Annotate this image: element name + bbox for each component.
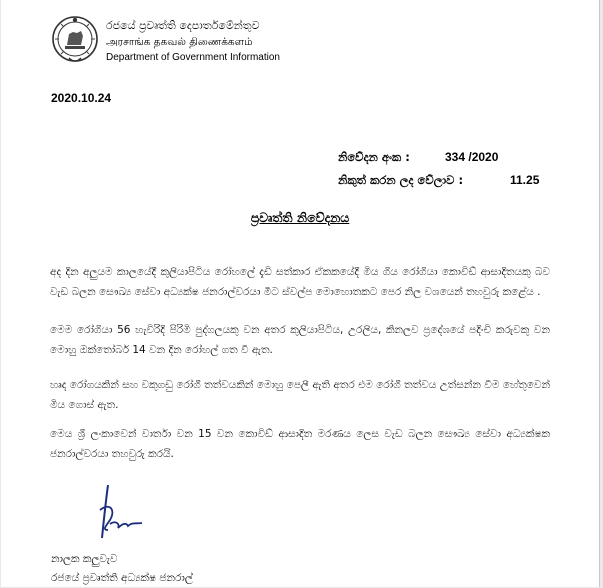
signer-position: රජයේ ප්‍රවෘත්ති අධ්‍යක්ෂ ජනරාල් xyxy=(51,572,193,584)
paragraph-3: හෘද රෝගයකින් සහ වකුගඩු රෝගී තත්වයකින් මොහු පෙලී ඇති අතර එම රෝගී තත්වය උත්සන්න වීම හේතුවෙන් මිය ගොස් ඇත. xyxy=(50,379,550,411)
release-time-label: නිකුත් කරන ලද වේලාව : xyxy=(338,173,464,187)
org-name-english: Department of Government Information xyxy=(106,52,280,63)
document-page xyxy=(1,0,600,587)
release-time-row xyxy=(338,173,540,188)
paragraph-4: මෙය ශ්‍රී ලංකාවෙන් වාර්තා වන 15 වන කොවිඩ් ආසාදිත මරණය ලෙස වැඩ බලන සෞඛ්‍ය සේවා අධ්‍යක්ෂක ජනරාල්වරයා තහවුරු කරයි. xyxy=(50,428,550,460)
sri-lanka-emblem-icon xyxy=(51,12,99,66)
org-name-tamil: அரசாங்க தகவல் திணைக்களம் xyxy=(106,36,253,48)
document-title-text: ප්‍රවෘත්ති නිවේදනය xyxy=(250,210,350,225)
release-time-value: 11.25 xyxy=(510,173,540,187)
org-name-sinhala: රජයේ ප්‍රවෘත්ති දෙපාර්තමේන්තුව xyxy=(106,19,260,32)
release-number-label: නිවේදන අංක : xyxy=(338,150,410,164)
document-date: 2020.10.24 xyxy=(51,91,112,105)
signer-block xyxy=(51,550,193,588)
organization-name xyxy=(106,18,280,66)
document-title xyxy=(1,210,599,226)
paragraph-1: අද දින අලුයම කාලයේදී කුලියාපිටිය රෝහලේ දැඩි සත්කාර ඒකකයේදී මිය ගිය රෝගියා කොවිඩ් ආසාදිතයකු බව වැඩ බලන සෞඛ්‍ය සේවා අධ්‍යක්ෂ ජනරාල්වරයා මීට ස්වල්ප මොහොතකට පෙර නිල වශයෙන් තහවුරු කළේය . xyxy=(50,266,550,298)
signer-name: නාලක කලුවැව xyxy=(51,553,118,565)
release-number-row xyxy=(338,150,499,165)
handwritten-signature xyxy=(96,480,166,545)
paragraph-2: මෙම රෝගියා 56 හැවිරිදි පිරිමි පුද්ගලයකු වන අතර කුලියාපිටිය, උරලිය, කිනලව ප්‍රදේශයේ පදිංචි කරුවකු වන මොහු ඔක්තෝබර් 14 වන දින රෝහල් ගත වී ඇත. xyxy=(50,324,550,356)
release-number-value: 334 /2020 xyxy=(445,150,499,164)
